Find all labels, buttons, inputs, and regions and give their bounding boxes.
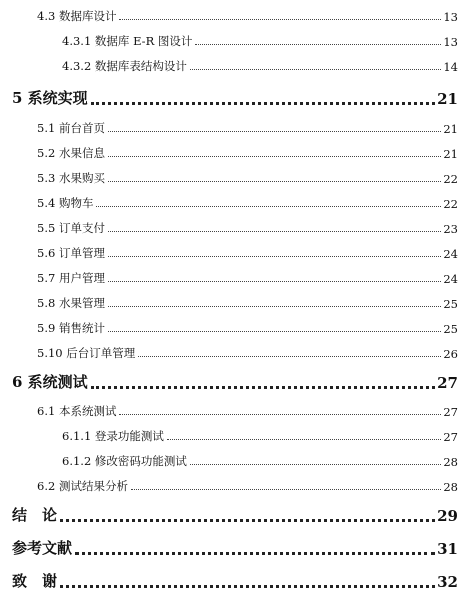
toc-page-number: 21 [443, 122, 458, 136]
toc-page-number: 28 [443, 480, 458, 494]
toc-entry-title: 6.1.1 登录功能测试 [62, 429, 164, 443]
toc-entry-title: 6 系统测试 [12, 373, 88, 391]
dot-leader [108, 230, 441, 232]
dot-leader [108, 305, 441, 307]
toc-entry-title: 致 谢 [12, 572, 58, 590]
toc-chapter-entry [12, 538, 458, 558]
dot-leader [108, 180, 441, 182]
toc-chapter-entry [12, 505, 458, 525]
toc-entry-title: 6.1.2 修改密码功能测试 [62, 454, 187, 468]
toc-page-number: 24 [443, 247, 458, 261]
toc-page-number: 13 [443, 10, 458, 24]
toc-page-number: 22 [443, 197, 458, 211]
toc-entry-title: 5.1 前台首页 [37, 121, 105, 135]
dot-leader [131, 488, 441, 490]
toc-entry-title: 5.9 销售统计 [37, 321, 105, 335]
toc-entry-title: 5.7 用户管理 [37, 271, 105, 285]
dot-leader [190, 463, 441, 465]
toc-page-number: 25 [443, 297, 458, 311]
toc-page-number: 21 [437, 90, 458, 108]
toc-page-number: 31 [437, 540, 458, 558]
dot-leader [108, 155, 441, 157]
toc-entry-title: 6.1 本系统测试 [37, 404, 117, 418]
toc-page-number: 14 [443, 60, 458, 74]
toc-subsection-entry [62, 33, 458, 49]
toc-page-number: 26 [443, 347, 458, 361]
toc-section-entry [37, 120, 458, 136]
toc-section-entry [37, 478, 458, 494]
toc-entry-title: 4.3.1 数据库 E-R 图设计 [62, 34, 193, 48]
toc-section-entry [37, 220, 458, 236]
dot-leader [190, 68, 441, 70]
toc-page-number: 25 [443, 322, 458, 336]
dot-leader [91, 101, 435, 105]
toc-entry-title: 6.2 测试结果分析 [37, 479, 128, 493]
toc-entry-title: 结 论 [12, 506, 58, 524]
toc-section-entry [37, 295, 458, 311]
dot-leader [119, 413, 441, 415]
dot-leader [96, 205, 441, 207]
dot-leader [119, 18, 441, 20]
toc-entry-title: 5 系统实现 [12, 89, 88, 107]
toc-entry-title: 4.3.2 数据库表结构设计 [62, 59, 187, 73]
toc-section-entry [37, 145, 458, 161]
toc-chapter-entry [12, 372, 458, 392]
toc-section-entry [37, 245, 458, 261]
toc-page-number: 27 [437, 374, 458, 392]
toc-page-number: 28 [443, 455, 458, 469]
toc-page-number: 24 [443, 272, 458, 286]
toc-subsection-entry [62, 453, 458, 469]
dot-leader [91, 385, 435, 389]
toc-section-entry [37, 270, 458, 286]
toc-section-entry [37, 345, 458, 361]
dot-leader [60, 584, 435, 588]
dot-leader [138, 355, 441, 357]
toc-entry-title: 5.3 水果购买 [37, 171, 105, 185]
toc-chapter-entry [12, 571, 458, 591]
toc-subsection-entry [62, 58, 458, 74]
toc-subsection-entry [62, 428, 458, 444]
dot-leader [108, 280, 441, 282]
toc-entry-title: 参考文献 [12, 539, 73, 557]
dot-leader [167, 438, 441, 440]
toc-page-number: 22 [443, 172, 458, 186]
toc-page-number: 29 [437, 507, 458, 525]
toc-entry-title: 4.3 数据库设计 [37, 9, 117, 23]
toc-section-entry [37, 8, 458, 24]
toc-page-number: 32 [437, 573, 458, 591]
toc-entry-title: 5.5 订单支付 [37, 221, 105, 235]
toc-section-entry [37, 403, 458, 419]
toc-page-number: 23 [443, 222, 458, 236]
toc-page-number: 21 [443, 147, 458, 161]
toc-page-number: 13 [443, 35, 458, 49]
dot-leader [75, 551, 435, 555]
toc-entry-title: 5.8 水果管理 [37, 296, 105, 310]
dot-leader [108, 130, 441, 132]
toc-section-entry [37, 170, 458, 186]
toc-chapter-entry [12, 88, 458, 108]
toc-section-entry [37, 195, 458, 211]
toc-entry-title: 5.4 购物车 [37, 196, 94, 210]
dot-leader [195, 43, 441, 45]
toc-section-entry [37, 320, 458, 336]
toc-page-number: 27 [443, 405, 458, 419]
toc-page-number: 27 [443, 430, 458, 444]
dot-leader [108, 330, 441, 332]
toc-entry-title: 5.6 订单管理 [37, 246, 105, 260]
toc-entry-title: 5.10 后台订单管理 [37, 346, 136, 360]
dot-leader [60, 518, 435, 522]
toc-entry-title: 5.2 水果信息 [37, 146, 105, 160]
dot-leader [108, 255, 441, 257]
